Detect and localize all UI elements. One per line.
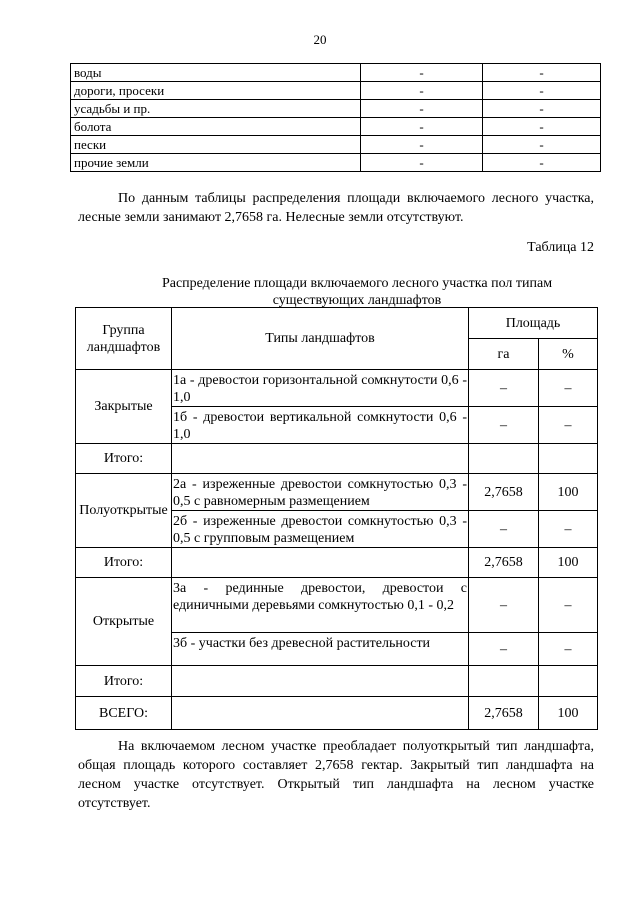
landscape-type: 2б - изреженные древостои сомкнутостью 0,3 - 0,5 с групповым размещением (172, 511, 469, 548)
type-ha: 2,7658 (469, 474, 539, 511)
row-label: пески (71, 136, 361, 154)
grand-total-label: ВСЕГО: (76, 697, 172, 730)
row-ha: - (361, 118, 483, 136)
group-name: Закрытые (76, 370, 172, 444)
paragraph-forest-lands: По данным таблицы распределения площади включаемого лесного участка, лесные земли занимают 2,7658 га. Нелесные земли отсутствуют. (78, 191, 594, 225)
subtotal-ha (469, 666, 539, 697)
subtotal-row (76, 444, 598, 474)
type-ha: – (469, 511, 539, 548)
type-pct: – (539, 578, 598, 633)
header-types: Типы ландшафтов (172, 308, 469, 370)
table-row (71, 118, 601, 136)
type-pct: – (539, 407, 598, 444)
paragraph-conclusion: На включаемом лесном участке преобладает полуоткрытый тип ландшафта, общая площадь которого составляет 2,7658 гектар. Закрытый тип ландшафта на лесном участке отсутствует. Открытый тип ландшафта на лесном участке отсутствует. (78, 739, 594, 811)
row-ha: - (361, 82, 483, 100)
row-pct: - (483, 82, 601, 100)
subtotal-empty (172, 444, 469, 474)
type-pct: – (539, 633, 598, 666)
subtotal-ha (469, 444, 539, 474)
subtotal-row (76, 548, 598, 578)
subtotal-label: Итого: (76, 444, 172, 474)
type-ha: – (469, 633, 539, 666)
table-row (76, 474, 598, 511)
subtotal-pct: 100 (539, 548, 598, 578)
type-ha: – (469, 578, 539, 633)
type-pct: – (539, 370, 598, 407)
row-ha: - (361, 100, 483, 118)
landscape-distribution-table (75, 307, 598, 730)
row-label: усадьбы и пр. (71, 100, 361, 118)
row-pct: - (483, 118, 601, 136)
row-pct: - (483, 100, 601, 118)
row-pct: - (483, 154, 601, 172)
subtotal-empty (172, 666, 469, 697)
row-ha: - (361, 154, 483, 172)
page-number: 20 (313, 32, 327, 47)
type-pct: 100 (539, 474, 598, 511)
grand-total-pct: 100 (539, 697, 598, 730)
subtotal-label: Итого: (76, 548, 172, 578)
group-name: Полуоткрытые (76, 474, 172, 548)
type-ha: – (469, 407, 539, 444)
table-caption: Распределение площади включаемого лесного участка пол типам существующих ландшафтов (161, 276, 553, 308)
subtotal-empty (172, 548, 469, 578)
table-row (71, 154, 601, 172)
table-row (71, 82, 601, 100)
table-row (76, 578, 598, 633)
type-pct: – (539, 511, 598, 548)
table-row (71, 100, 601, 118)
table-row (71, 64, 601, 82)
table-row (71, 136, 601, 154)
header-row (76, 308, 598, 339)
header-area: Площадь (469, 308, 598, 339)
landscape-type: 2а - изреженные древостои сомкнутостью 0,3 - 0,5 с равномерным размещением (172, 474, 469, 511)
subtotal-row (76, 666, 598, 697)
grand-total-empty (172, 697, 469, 730)
landscape-type: 1б - древостои вертикальной сомкнутости 0,6 - 1,0 (172, 407, 469, 444)
subtotal-label: Итого: (76, 666, 172, 697)
grand-total-row (76, 697, 598, 730)
header-group: Группа ландшафтов (76, 308, 172, 370)
group-name: Открытые (76, 578, 172, 666)
row-ha: - (361, 64, 483, 82)
landscape-type: 3а - рединные древостои, древостои с единичными деревьями сомкнутостью 0,1 - 0,2 (172, 578, 469, 633)
table-number-label: Таблица 12 (527, 240, 594, 255)
row-label: дороги, просеки (71, 82, 361, 100)
header-pct: % (539, 339, 598, 370)
subtotal-ha: 2,7658 (469, 548, 539, 578)
row-label: прочие земли (71, 154, 361, 172)
grand-total-ha: 2,7658 (469, 697, 539, 730)
landscape-type: 3б - участки без древесной растительности (172, 633, 469, 666)
header-ha: га (469, 339, 539, 370)
row-label: болота (71, 118, 361, 136)
land-category-table (70, 63, 601, 172)
subtotal-pct (539, 444, 598, 474)
table-row (76, 370, 598, 407)
subtotal-pct (539, 666, 598, 697)
row-ha: - (361, 136, 483, 154)
row-pct: - (483, 136, 601, 154)
row-pct: - (483, 64, 601, 82)
landscape-type: 1а - древостои горизонтальной сомкнутости 0,6 - 1,0 (172, 370, 469, 407)
type-ha: – (469, 370, 539, 407)
row-label: воды (71, 64, 361, 82)
